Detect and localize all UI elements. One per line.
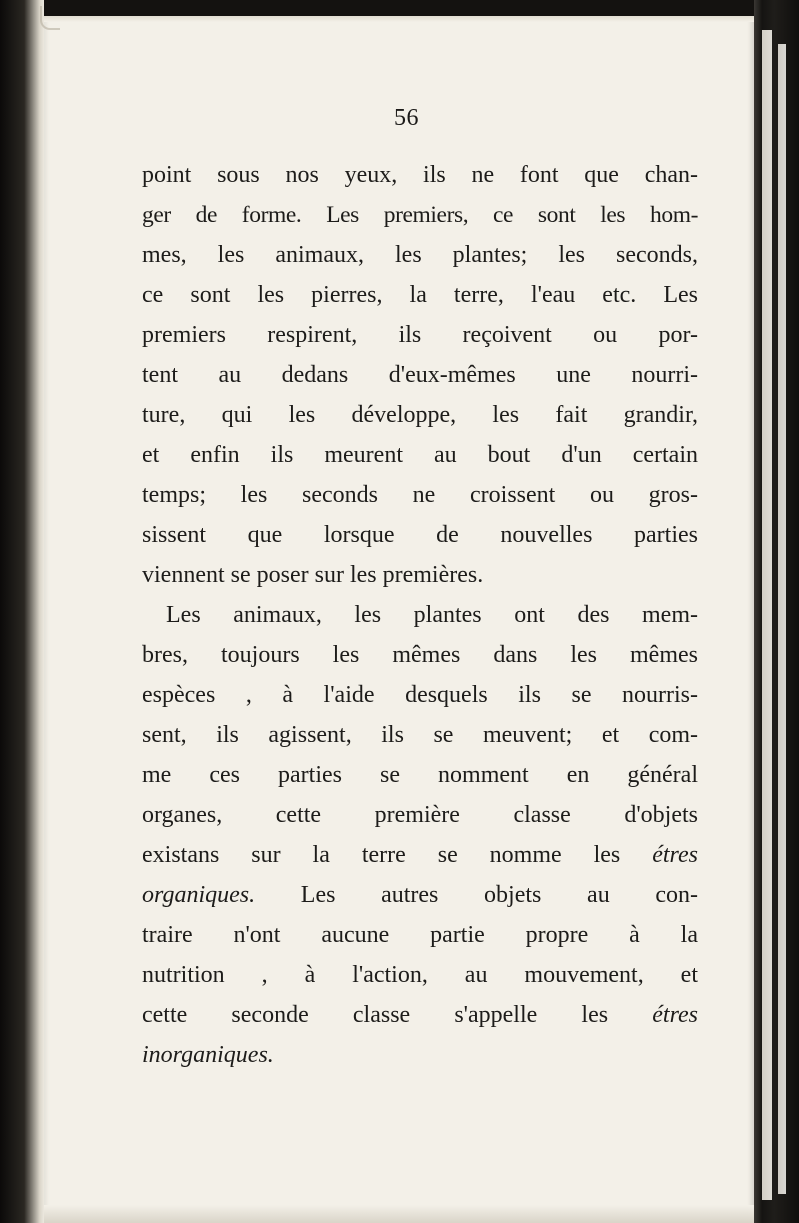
page-bottom-shading bbox=[44, 1205, 754, 1223]
text-line-2: ger de forme. Les premiers, ce sont les hom- bbox=[142, 202, 698, 228]
next-page-edge-2 bbox=[778, 44, 786, 1194]
text-line-19-roman: Les autres objets au con- bbox=[300, 882, 699, 908]
text-line-22 bbox=[142, 995, 698, 1035]
text-line-4: ce sont les pierres, la terre, l'eau etc. Les bbox=[142, 282, 698, 308]
text-line-5: premiers respirent, ils reçoivent ou por- bbox=[142, 322, 698, 348]
text-line-17: organes, cette première classe d'objets bbox=[142, 802, 698, 828]
text-line-20: traire n'ont aucune partie propre à la bbox=[142, 922, 698, 948]
text-line-18 bbox=[142, 835, 698, 875]
text-line-7: ture, qui les développe, les fait grandir, bbox=[142, 402, 698, 428]
text-line-14: espèces , à l'aide desquels ils se nourris- bbox=[142, 682, 698, 708]
text-line-13: bres, toujours les mêmes dans les mêmes bbox=[142, 642, 698, 668]
text-line-12: Les animaux, les plantes ont des mem- bbox=[166, 602, 698, 628]
text-line-9: temps; les seconds ne croissent ou gros- bbox=[142, 482, 698, 508]
text-line-22-roman: cette seconde classe s'appelle les bbox=[142, 1002, 609, 1028]
text-line-6: tent au dedans d'eux-mêmes une nourri- bbox=[142, 362, 698, 388]
text-line-23: inorganiques. bbox=[142, 1042, 274, 1068]
text-line-1: point sous nos yeux, ils ne font que chan- bbox=[142, 162, 698, 188]
text-line-18-roman: existans sur la terre se nomme les bbox=[142, 842, 621, 868]
text-line-19 bbox=[142, 875, 698, 915]
text-line-19-italic: organiques. bbox=[142, 882, 256, 908]
text-line-3: mes, les animaux, les plantes; les seconds, bbox=[142, 242, 698, 268]
text-line-8: et enfin ils meurent au bout d'un certain bbox=[142, 442, 698, 468]
next-page-edge bbox=[762, 30, 772, 1200]
text-line-15: sent, ils agissent, ils se meuvent; et com- bbox=[142, 722, 698, 748]
scan-left-edge bbox=[0, 0, 44, 1223]
text-line-21: nutrition , à l'action, au mouvement, et bbox=[142, 962, 698, 988]
page-corner-mark bbox=[40, 6, 60, 30]
text-line-18-italic: étres bbox=[652, 842, 698, 868]
text-line-10: sissent que lorsque de nouvelles parties bbox=[142, 522, 698, 548]
page-number: 56 bbox=[394, 105, 419, 131]
book-spine-edge bbox=[754, 0, 799, 1223]
text-line-22-italic: étres bbox=[652, 1002, 699, 1028]
text-line-11: viennent se poser sur les premières. bbox=[142, 562, 484, 588]
text-line-16: me ces parties se nomment en général bbox=[142, 762, 698, 788]
page-top-shading bbox=[44, 16, 754, 22]
